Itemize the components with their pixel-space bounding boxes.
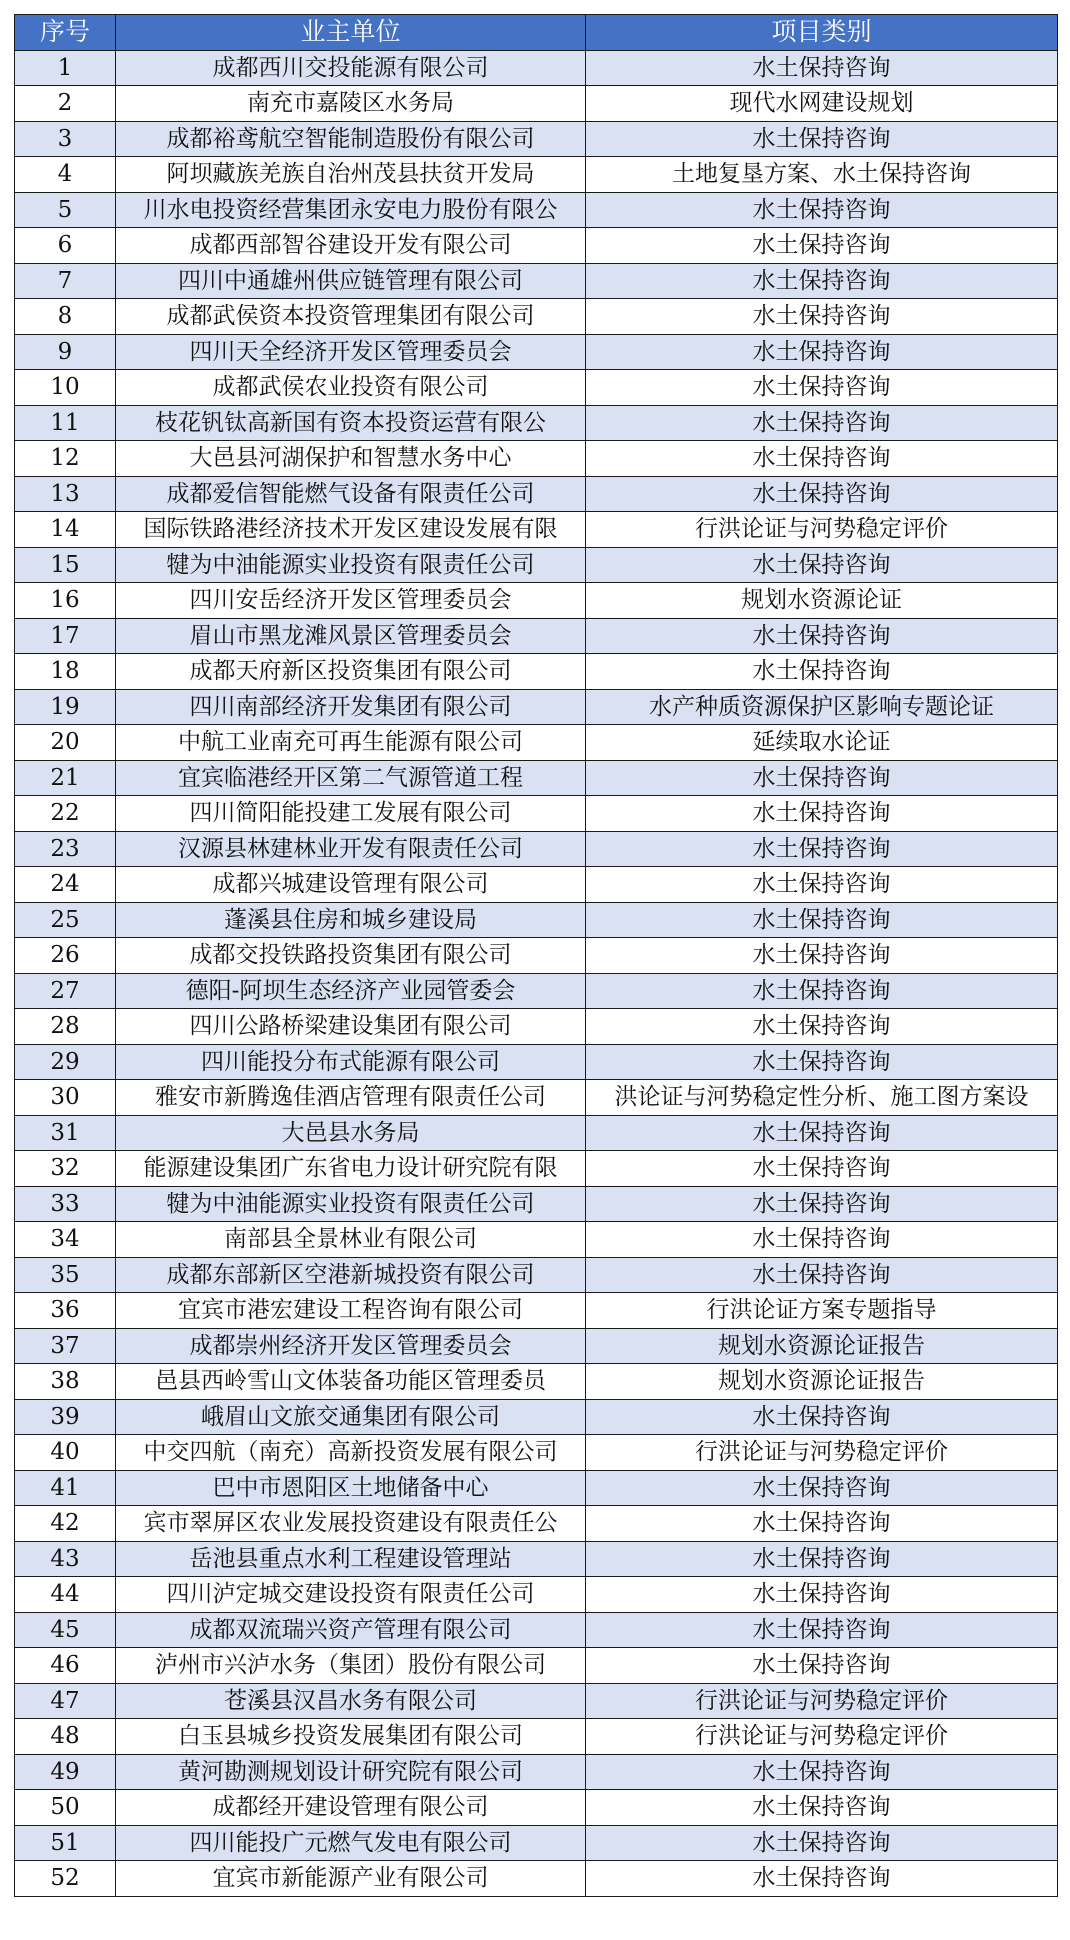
cell-owner-unit: 南充市嘉陵区水务局 — [116, 86, 586, 122]
cell-serial-number: 9 — [15, 334, 116, 370]
cell-owner-unit: 邑县西岭雪山文体装备功能区管理委员 — [116, 1364, 586, 1400]
cell-serial-number: 46 — [15, 1648, 116, 1684]
table-row — [15, 1470, 1058, 1506]
cell-owner-unit: 国际铁路港经济技术开发区建设发展有限 — [116, 512, 586, 548]
cell-serial-number: 7 — [15, 263, 116, 299]
cell-serial-number: 10 — [15, 370, 116, 406]
cell-project-category: 水土保持咨询 — [586, 902, 1058, 938]
cell-serial-number: 43 — [15, 1541, 116, 1577]
cell-owner-unit: 成都双流瑞兴资产管理有限公司 — [116, 1612, 586, 1648]
cell-project-category: 行洪论证方案专题指导 — [586, 1293, 1058, 1329]
cell-owner-unit: 四川公路桥梁建设集团有限公司 — [116, 1009, 586, 1045]
cell-owner-unit: 中交四航（南充）高新投资发展有限公司 — [116, 1435, 586, 1471]
cell-serial-number: 29 — [15, 1044, 116, 1080]
cell-serial-number: 5 — [15, 192, 116, 228]
cell-project-category: 行洪论证与河势稳定评价 — [586, 1683, 1058, 1719]
table-row — [15, 938, 1058, 974]
cell-serial-number: 21 — [15, 760, 116, 796]
cell-owner-unit: 大邑县河湖保护和智慧水务中心 — [116, 441, 586, 477]
cell-project-category: 水土保持咨询 — [586, 441, 1058, 477]
cell-project-category: 水土保持咨询 — [586, 1399, 1058, 1435]
project-table — [14, 14, 1058, 1897]
cell-project-category: 水土保持咨询 — [586, 1541, 1058, 1577]
table-row — [15, 689, 1058, 725]
table-row — [15, 1577, 1058, 1613]
cell-serial-number: 18 — [15, 654, 116, 690]
cell-serial-number: 6 — [15, 228, 116, 264]
table-row — [15, 1293, 1058, 1329]
cell-serial-number: 17 — [15, 618, 116, 654]
cell-owner-unit: 成都武侯农业投资有限公司 — [116, 370, 586, 406]
cell-serial-number: 33 — [15, 1186, 116, 1222]
table-row — [15, 1541, 1058, 1577]
cell-project-category: 行洪论证与河势稳定评价 — [586, 1435, 1058, 1471]
table-row — [15, 1186, 1058, 1222]
cell-project-category: 水土保持咨询 — [586, 547, 1058, 583]
cell-serial-number: 35 — [15, 1257, 116, 1293]
table-row — [15, 1648, 1058, 1684]
table-row — [15, 192, 1058, 228]
cell-serial-number: 16 — [15, 583, 116, 619]
cell-project-category: 水土保持咨询 — [586, 50, 1058, 86]
cell-serial-number: 38 — [15, 1364, 116, 1400]
table-row — [15, 1364, 1058, 1400]
cell-project-category: 水土保持咨询 — [586, 1044, 1058, 1080]
cell-project-category: 水土保持咨询 — [586, 263, 1058, 299]
cell-project-category: 水土保持咨询 — [586, 1612, 1058, 1648]
cell-owner-unit: 岳池县重点水利工程建设管理站 — [116, 1541, 586, 1577]
table-row — [15, 1151, 1058, 1187]
cell-serial-number: 19 — [15, 689, 116, 725]
cell-owner-unit: 四川能投广元燃气发电有限公司 — [116, 1825, 586, 1861]
cell-serial-number: 22 — [15, 796, 116, 832]
cell-project-category: 水土保持咨询 — [586, 796, 1058, 832]
cell-owner-unit: 黄河勘测规划设计研究院有限公司 — [116, 1754, 586, 1790]
table-row — [15, 1825, 1058, 1861]
cell-project-category: 水土保持咨询 — [586, 1754, 1058, 1790]
cell-project-category: 现代水网建设规划 — [586, 86, 1058, 122]
cell-owner-unit: 南部县全景林业有限公司 — [116, 1222, 586, 1258]
cell-project-category: 土地复垦方案、水土保持咨询 — [586, 157, 1058, 193]
cell-serial-number: 40 — [15, 1435, 116, 1471]
cell-owner-unit: 成都天府新区投资集团有限公司 — [116, 654, 586, 690]
cell-owner-unit: 成都交投铁路投资集团有限公司 — [116, 938, 586, 974]
cell-project-category: 水土保持咨询 — [586, 192, 1058, 228]
cell-serial-number: 51 — [15, 1825, 116, 1861]
cell-owner-unit: 四川中通雄州供应链管理有限公司 — [116, 263, 586, 299]
cell-owner-unit: 川水电投资经营集团永安电力股份有限公 — [116, 192, 586, 228]
cell-serial-number: 34 — [15, 1222, 116, 1258]
table-row — [15, 725, 1058, 761]
cell-serial-number: 20 — [15, 725, 116, 761]
cell-serial-number: 11 — [15, 405, 116, 441]
table-row — [15, 902, 1058, 938]
table-row — [15, 299, 1058, 335]
cell-project-category: 水土保持咨询 — [586, 831, 1058, 867]
cell-project-category: 水土保持咨询 — [586, 1790, 1058, 1826]
cell-serial-number: 2 — [15, 86, 116, 122]
table-row — [15, 1328, 1058, 1364]
cell-project-category: 延续取水论证 — [586, 725, 1058, 761]
table-row — [15, 512, 1058, 548]
cell-owner-unit: 四川能投分布式能源有限公司 — [116, 1044, 586, 1080]
cell-project-category: 水土保持咨询 — [586, 299, 1058, 335]
cell-project-category: 水土保持咨询 — [586, 1151, 1058, 1187]
table-row — [15, 1399, 1058, 1435]
cell-owner-unit: 成都武侯资本投资管理集团有限公司 — [116, 299, 586, 335]
cell-owner-unit: 成都裕鸢航空智能制造股份有限公司 — [116, 121, 586, 157]
cell-owner-unit: 巴中市恩阳区土地储备中心 — [116, 1470, 586, 1506]
cell-owner-unit: 大邑县水务局 — [116, 1115, 586, 1151]
cell-owner-unit: 汉源县林建林业开发有限责任公司 — [116, 831, 586, 867]
header-row — [15, 15, 1058, 51]
cell-project-category: 规划水资源论证 — [586, 583, 1058, 619]
cell-serial-number: 52 — [15, 1861, 116, 1897]
cell-owner-unit: 犍为中油能源实业投资有限责任公司 — [116, 1186, 586, 1222]
cell-serial-number: 23 — [15, 831, 116, 867]
cell-project-category: 水产种质资源保护区影响专题论证 — [586, 689, 1058, 725]
table-row — [15, 1115, 1058, 1151]
table-row — [15, 831, 1058, 867]
cell-project-category: 水土保持咨询 — [586, 1648, 1058, 1684]
cell-owner-unit: 成都兴城建设管理有限公司 — [116, 867, 586, 903]
table-row — [15, 405, 1058, 441]
header-project-category: 项目类别 — [586, 15, 1058, 51]
cell-owner-unit: 枝花钒钛高新国有资本投资运营有限公 — [116, 405, 586, 441]
cell-project-category: 水土保持咨询 — [586, 1222, 1058, 1258]
cell-project-category: 规划水资源论证报告 — [586, 1364, 1058, 1400]
cell-owner-unit: 能源建设集团广东省电力设计研究院有限 — [116, 1151, 586, 1187]
table-row — [15, 654, 1058, 690]
cell-serial-number: 12 — [15, 441, 116, 477]
cell-owner-unit: 犍为中油能源实业投资有限责任公司 — [116, 547, 586, 583]
cell-serial-number: 39 — [15, 1399, 116, 1435]
cell-owner-unit: 德阳-阿坝生态经济产业园管委会 — [116, 973, 586, 1009]
cell-project-category: 水土保持咨询 — [586, 334, 1058, 370]
cell-serial-number: 25 — [15, 902, 116, 938]
cell-owner-unit: 成都东部新区空港新城投资有限公司 — [116, 1257, 586, 1293]
table-row — [15, 1044, 1058, 1080]
table-row — [15, 86, 1058, 122]
table-row — [15, 121, 1058, 157]
cell-project-category: 水土保持咨询 — [586, 938, 1058, 974]
cell-serial-number: 36 — [15, 1293, 116, 1329]
table-row — [15, 476, 1058, 512]
cell-owner-unit: 四川安岳经济开发区管理委员会 — [116, 583, 586, 619]
cell-owner-unit: 峨眉山文旅交通集团有限公司 — [116, 1399, 586, 1435]
table-row — [15, 583, 1058, 619]
table-row — [15, 796, 1058, 832]
cell-owner-unit: 中航工业南充可再生能源有限公司 — [116, 725, 586, 761]
table-row — [15, 760, 1058, 796]
cell-owner-unit: 宾市翠屏区农业发展投资建设有限责任公 — [116, 1506, 586, 1542]
table-row — [15, 441, 1058, 477]
cell-project-category: 水土保持咨询 — [586, 1506, 1058, 1542]
cell-project-category: 水土保持咨询 — [586, 1115, 1058, 1151]
cell-project-category: 洪论证与河势稳定性分析、施工图方案设 — [586, 1080, 1058, 1116]
table-row — [15, 157, 1058, 193]
cell-serial-number: 45 — [15, 1612, 116, 1648]
cell-owner-unit: 成都西部智谷建设开发有限公司 — [116, 228, 586, 264]
cell-serial-number: 50 — [15, 1790, 116, 1826]
cell-project-category: 水土保持咨询 — [586, 1009, 1058, 1045]
table-row — [15, 1719, 1058, 1755]
cell-owner-unit: 成都西川交投能源有限公司 — [116, 50, 586, 86]
table-row — [15, 1435, 1058, 1471]
cell-serial-number: 26 — [15, 938, 116, 974]
table-row — [15, 867, 1058, 903]
cell-owner-unit: 宜宾市新能源产业有限公司 — [116, 1861, 586, 1897]
cell-serial-number: 47 — [15, 1683, 116, 1719]
table-row — [15, 370, 1058, 406]
cell-project-category: 水土保持咨询 — [586, 228, 1058, 264]
cell-project-category: 规划水资源论证报告 — [586, 1328, 1058, 1364]
cell-serial-number: 24 — [15, 867, 116, 903]
table-row — [15, 1754, 1058, 1790]
cell-project-category: 水土保持咨询 — [586, 867, 1058, 903]
table-row — [15, 618, 1058, 654]
table-row — [15, 973, 1058, 1009]
cell-owner-unit: 苍溪县汉昌水务有限公司 — [116, 1683, 586, 1719]
table-row — [15, 1257, 1058, 1293]
cell-project-category: 水土保持咨询 — [586, 760, 1058, 796]
cell-owner-unit: 四川泸定城交建设投资有限责任公司 — [116, 1577, 586, 1613]
cell-serial-number: 1 — [15, 50, 116, 86]
header-owner-unit: 业主单位 — [116, 15, 586, 51]
cell-project-category: 水土保持咨询 — [586, 1861, 1058, 1897]
cell-project-category: 行洪论证与河势稳定评价 — [586, 512, 1058, 548]
table-row — [15, 1790, 1058, 1826]
cell-serial-number: 28 — [15, 1009, 116, 1045]
cell-project-category: 水土保持咨询 — [586, 1186, 1058, 1222]
cell-serial-number: 3 — [15, 121, 116, 157]
cell-owner-unit: 阿坝藏族羌族自治州茂县扶贫开发局 — [116, 157, 586, 193]
table-row — [15, 263, 1058, 299]
cell-owner-unit: 眉山市黑龙滩风景区管理委员会 — [116, 618, 586, 654]
cell-serial-number: 14 — [15, 512, 116, 548]
cell-owner-unit: 成都爱信智能燃气设备有限责任公司 — [116, 476, 586, 512]
table-row — [15, 1506, 1058, 1542]
cell-owner-unit: 白玉县城乡投资发展集团有限公司 — [116, 1719, 586, 1755]
cell-serial-number: 27 — [15, 973, 116, 1009]
cell-serial-number: 30 — [15, 1080, 116, 1116]
table-row — [15, 1080, 1058, 1116]
table-row — [15, 50, 1058, 86]
cell-project-category: 水土保持咨询 — [586, 1825, 1058, 1861]
cell-serial-number: 13 — [15, 476, 116, 512]
cell-project-category: 水土保持咨询 — [586, 476, 1058, 512]
cell-owner-unit: 四川天全经济开发区管理委员会 — [116, 334, 586, 370]
cell-project-category: 水土保持咨询 — [586, 1577, 1058, 1613]
table-row — [15, 1861, 1058, 1897]
cell-serial-number: 44 — [15, 1577, 116, 1613]
cell-owner-unit: 泸州市兴泸水务（集团）股份有限公司 — [116, 1648, 586, 1684]
cell-serial-number: 42 — [15, 1506, 116, 1542]
cell-owner-unit: 宜宾市港宏建设工程咨询有限公司 — [116, 1293, 586, 1329]
cell-serial-number: 41 — [15, 1470, 116, 1506]
cell-owner-unit: 成都经开建设管理有限公司 — [116, 1790, 586, 1826]
cell-project-category: 水土保持咨询 — [586, 654, 1058, 690]
table-row — [15, 1612, 1058, 1648]
cell-owner-unit: 四川南部经济开发集团有限公司 — [116, 689, 586, 725]
cell-serial-number: 49 — [15, 1754, 116, 1790]
cell-project-category: 行洪论证与河势稳定评价 — [586, 1719, 1058, 1755]
cell-project-category: 水土保持咨询 — [586, 405, 1058, 441]
cell-project-category: 水土保持咨询 — [586, 1470, 1058, 1506]
table-row — [15, 334, 1058, 370]
cell-owner-unit: 成都崇州经济开发区管理委员会 — [116, 1328, 586, 1364]
cell-serial-number: 48 — [15, 1719, 116, 1755]
table-row — [15, 1222, 1058, 1258]
cell-serial-number: 15 — [15, 547, 116, 583]
table-body — [15, 50, 1058, 1896]
cell-project-category: 水土保持咨询 — [586, 973, 1058, 1009]
cell-project-category: 水土保持咨询 — [586, 121, 1058, 157]
cell-serial-number: 37 — [15, 1328, 116, 1364]
cell-owner-unit: 宜宾临港经开区第二气源管道工程 — [116, 760, 586, 796]
cell-serial-number: 8 — [15, 299, 116, 335]
table-row — [15, 1683, 1058, 1719]
cell-owner-unit: 四川简阳能投建工发展有限公司 — [116, 796, 586, 832]
cell-serial-number: 31 — [15, 1115, 116, 1151]
cell-project-category: 水土保持咨询 — [586, 370, 1058, 406]
cell-serial-number: 32 — [15, 1151, 116, 1187]
table-row — [15, 228, 1058, 264]
cell-project-category: 水土保持咨询 — [586, 618, 1058, 654]
table-header — [15, 15, 1058, 51]
cell-serial-number: 4 — [15, 157, 116, 193]
table-row — [15, 1009, 1058, 1045]
cell-owner-unit: 雅安市新腾逸佳酒店管理有限责任公司 — [116, 1080, 586, 1116]
table-row — [15, 547, 1058, 583]
header-serial-number: 序号 — [15, 15, 116, 51]
cell-owner-unit: 蓬溪县住房和城乡建设局 — [116, 902, 586, 938]
cell-project-category: 水土保持咨询 — [586, 1257, 1058, 1293]
